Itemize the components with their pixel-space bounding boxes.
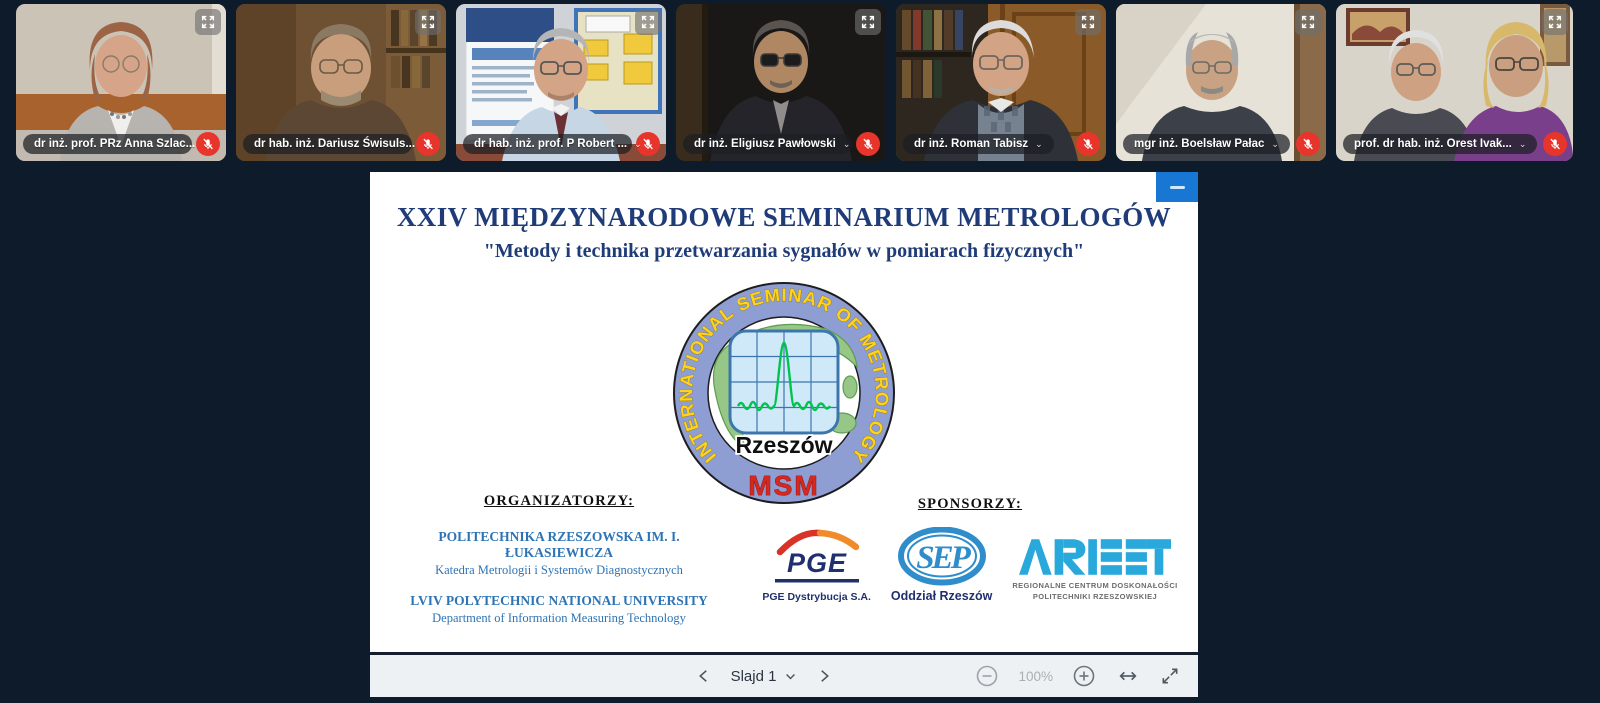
participant-name-pill[interactable] (1123, 134, 1290, 154)
slide-subtitle: "Metody i technika przetwarzania sygnałów w pomiarach fizycznych" (483, 240, 1085, 262)
expand-icon (1080, 14, 1096, 30)
participant-tile-5[interactable] (896, 4, 1106, 161)
organizers-heading: ORGANIZATORZY: (483, 493, 635, 509)
slide-title: XXIV MIĘDZYNARODOWE SEMINARIUM METROLOGÓW (396, 202, 1172, 232)
expand-icon (200, 14, 216, 30)
participant-name-row (683, 132, 880, 156)
organizer-name: LVIV POLYTECHNIC NATIONAL UNIVERSITY (410, 593, 708, 608)
sponsor-sep (891, 527, 992, 603)
participant-name-label: dr inż. prof. PRz Anna Szlac... (34, 138, 196, 150)
chevron-down-icon: ⌄ (1271, 138, 1279, 149)
chevron-down-icon: ⌄ (842, 138, 851, 149)
expand-tile-button[interactable] (1542, 9, 1568, 35)
sponsor-pge (762, 526, 871, 603)
previous-slide-button[interactable] (693, 665, 715, 687)
organizer-unit: Department of Information Measuring Technology (432, 611, 686, 625)
zoom-out-button[interactable] (973, 662, 1001, 690)
next-slide-button[interactable] (813, 665, 835, 687)
participant-tile-3[interactable] (456, 4, 666, 161)
svg-text:PGE: PGE (786, 548, 847, 578)
participant-name-label: dr hab. inż. Dariusz Świsuls... (254, 138, 416, 150)
logo-city-text: Rzeszów (735, 432, 833, 458)
participant-name-label: prof. dr hab. inż. Orest Ivak... (1354, 138, 1512, 150)
shared-presentation-panel (370, 172, 1198, 697)
expand-tile-button[interactable] (855, 9, 881, 35)
participant-name-row (1343, 132, 1567, 156)
expand-icon (1547, 14, 1563, 30)
participant-name-row (463, 132, 660, 156)
logo-abbreviation-text: MSM (748, 470, 820, 501)
participant-tile-4[interactable] (676, 4, 886, 161)
presentation-toolbar (370, 652, 1198, 697)
organizer-unit: Katedra Metrologii i Systemów Diagnostycznych (435, 563, 683, 577)
logo-ring-text: INTERNATIONAL SEMINAR OF METROLOGY (675, 284, 893, 467)
expand-icon (860, 14, 876, 30)
participant-name-row (903, 132, 1100, 156)
sep-caption: Oddział Rzeszów (890, 589, 993, 603)
arieet-caption: REGIONALNE CENTRUM DOSKONAŁOŚCI POLITECHNIKI RZESZOWSKIEJ (1012, 580, 1178, 602)
sponsor-arieet (1012, 537, 1177, 603)
organizer-name: POLITECHNIKA RZESZOWSKA IM. I. ŁUKASIEWICZA (438, 529, 680, 560)
zoom-out-icon (975, 664, 999, 688)
mic-muted-icon (856, 132, 880, 156)
chevron-down-icon (784, 670, 797, 683)
chevron-right-icon (815, 667, 833, 685)
chevron-down-icon: ⌄ (202, 138, 210, 149)
expand-icon (1300, 14, 1316, 30)
msm-seminar-logo (670, 279, 898, 507)
expand-tile-button[interactable] (1075, 9, 1101, 35)
chevron-left-icon (695, 667, 713, 685)
fullscreen-icon (1160, 666, 1180, 686)
participant-name-label: dr hab. inż. prof. P Robert ... (474, 138, 628, 150)
mic-muted-icon (1296, 132, 1320, 156)
chevron-down-icon: ⌄ (1035, 138, 1043, 149)
participant-name-row (1123, 132, 1320, 156)
minimize-presentation-button[interactable] (1156, 172, 1198, 202)
zoom-in-button[interactable] (1070, 662, 1098, 690)
svg-text:SEP: SEP (915, 540, 968, 576)
participant-name-label: mgr inż. Boelsław Pałac (1134, 138, 1265, 150)
participant-tile-1[interactable] (16, 4, 226, 161)
sponsors-heading: SPONSORZY: (917, 496, 1023, 512)
participant-name-pill[interactable] (243, 134, 430, 154)
slide-canvas (370, 172, 1198, 652)
participant-name-pill[interactable] (683, 134, 852, 154)
participant-tile-2[interactable] (236, 4, 446, 161)
pge-caption: PGE Dystrybucja S.A. (762, 591, 871, 603)
expand-icon (640, 14, 656, 30)
participant-tile-6[interactable] (1116, 4, 1326, 161)
chevron-down-icon: ⌄ (634, 138, 642, 149)
participant-name-row (243, 132, 440, 156)
slide-selector[interactable] (731, 668, 798, 685)
zoom-level-label: 100% (1018, 668, 1053, 684)
participant-name-pill[interactable] (23, 134, 210, 154)
fit-width-icon (1117, 665, 1139, 687)
expand-tile-button[interactable] (1295, 9, 1321, 35)
chevron-down-icon: ⌄ (1518, 138, 1527, 149)
mic-muted-icon (1543, 132, 1567, 156)
fullscreen-button[interactable] (1158, 664, 1182, 688)
expand-tile-button[interactable] (415, 9, 441, 35)
participant-name-pill[interactable] (903, 134, 1054, 154)
participant-name-pill[interactable] (1343, 134, 1537, 154)
minimize-icon (1170, 186, 1185, 189)
participant-name-label: dr inż. Eligiusz Pawłowski (694, 138, 836, 150)
arieet-logo (1019, 537, 1171, 577)
participant-tile-7[interactable] (1336, 4, 1573, 161)
participant-name-row (23, 132, 220, 156)
slide-number-label: Slajd 1 (730, 667, 777, 685)
expand-icon (420, 14, 436, 30)
fit-width-button[interactable] (1115, 663, 1141, 689)
participant-name-pill[interactable] (463, 134, 642, 154)
pge-logo (768, 526, 866, 588)
sep-logo (897, 527, 987, 587)
video-strip (16, 4, 1573, 161)
mic-muted-icon (1076, 132, 1100, 156)
expand-tile-button[interactable] (635, 9, 661, 35)
sponsors-section (758, 495, 1182, 603)
chevron-down-icon: ⌄ (422, 138, 430, 149)
participant-name-label: dr inż. Roman Tabisz (914, 138, 1029, 150)
expand-tile-button[interactable] (195, 9, 221, 35)
organizers-section (394, 492, 724, 626)
zoom-in-icon (1072, 664, 1096, 688)
